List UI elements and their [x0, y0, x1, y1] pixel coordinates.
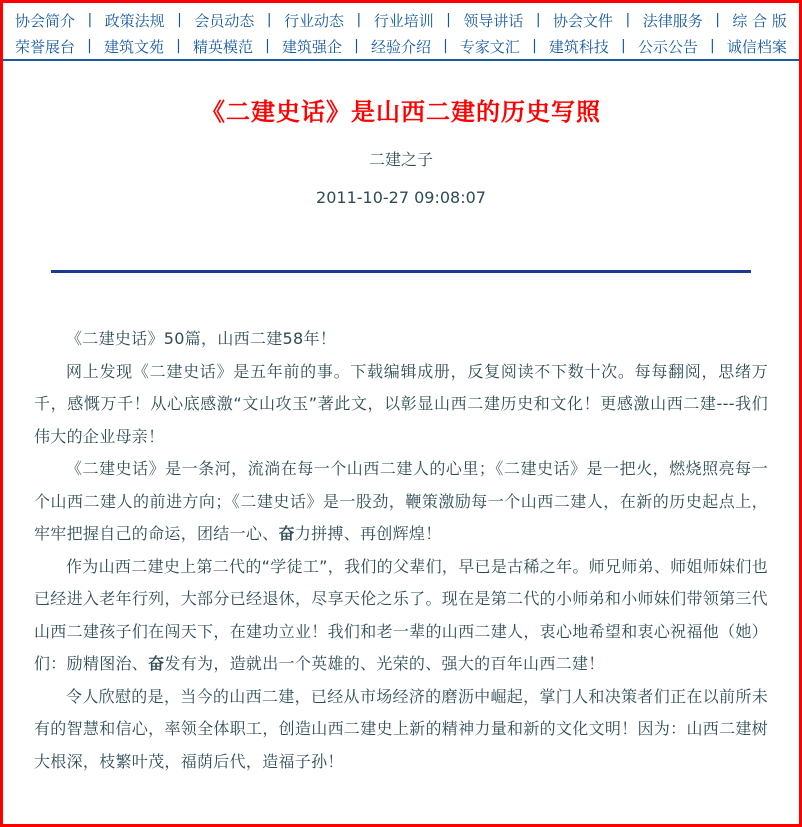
nav-item-r1-8[interactable]: 法律服务 — [642, 11, 703, 30]
nav-item-r2-7[interactable]: 建筑科技 — [548, 37, 609, 56]
nav-item-r2-1[interactable]: 荣誉展台 — [15, 37, 76, 56]
nav-separator: | — [532, 38, 537, 54]
nav-separator: | — [87, 12, 93, 28]
article-body — [3, 323, 799, 778]
divider-rule — [51, 270, 751, 273]
nav-separator: | — [177, 12, 182, 28]
nav-item-r1-1[interactable]: 协会简介 — [15, 11, 76, 30]
nav-item-r2-2[interactable]: 建筑文苑 — [103, 37, 164, 56]
nav-item-r1-6[interactable]: 领导讲话 — [463, 11, 524, 30]
nav-separator: | — [446, 12, 451, 28]
nav-item-r2-8[interactable]: 公示公告 — [637, 37, 698, 56]
nav-separator: | — [710, 38, 715, 54]
nav-separator: | — [621, 38, 626, 54]
nav-row-1 — [15, 7, 787, 33]
nav-item-r2-9[interactable]: 诚信档案 — [726, 37, 787, 56]
nav-separator: | — [715, 12, 720, 28]
nav-separator: | — [625, 12, 631, 28]
nav-item-r2-3[interactable]: 精英模范 — [192, 37, 253, 56]
nav-item-r1-5[interactable]: 行业培训 — [373, 11, 434, 30]
article-paragraph: 网上发现《二建史话》是五年前的事。下载编辑成册，反复阅读不下数十次。每每翻阅，思绪万千，感慨万千！从心底感激“文山攻玉”著此文，以彰显山西二建历史和文化！更感激山西二建---我们伟大的企业母亲！ — [34, 361, 768, 446]
nav-item-r1-2[interactable]: 政策法规 — [104, 11, 165, 30]
page-title: 《二建史话》是山西二建的历史写照 — [201, 98, 601, 126]
nav-item-r2-4[interactable]: 建筑强企 — [281, 37, 342, 56]
nav-separator: | — [176, 38, 181, 54]
article-paragraph: 令人欣慰的是，当今的山西二建，已经从市场经济的磨沥中崛起，掌门人和决策者们正在以前所未有的智慧和信心，率领全体职工，创造山西二建史上新的精神力量和新的文化文明！因为：山西二建树大根深，枝繁叶茂，福荫后代，造福子孙！ — [34, 686, 768, 771]
nav-row-2 — [15, 33, 787, 59]
article-paragraph: 《二建史话》是一条河，流淌在每一个山西二建人的心里；《二建史话》是一把火，燃烧照亮每一个山西二建人的前进方向；《二建史话》是一股劲，鞭策激励每一个山西二建人，在新的历史起点上，牢牢把握自己的命运，团结一心、奋力拼搏、再创辉煌！ — [34, 459, 768, 543]
nav-separator: | — [443, 38, 448, 54]
nav-item-r1-3[interactable]: 会员动态 — [194, 11, 255, 30]
nav-item-r1-7[interactable]: 协会文件 — [553, 11, 614, 30]
nav-item-r1-9[interactable]: 综 合 版 — [732, 11, 787, 30]
article-paragraph: 《二建史话》50篇，山西二建58年！ — [66, 329, 337, 348]
nav-separator: | — [265, 38, 270, 54]
article-paragraph: 作为山西二建史上第二代的“学徒工”，我们的父辈们，早已是古稀之年。师兄师弟、师姐师妹们也已经进入老年行列，大部分已经退休，尽享天伦之乐了。现在是第二代的小师弟和小师妹们带领第三代山西二建孩子们在闯天下，在建功立业！我们和老一辈的山西二建人，衷心地希望和衷心祝福他（她）们：励精图治、奋发有为，造就出一个英雄的、光荣的、强大的百年山西二建！ — [34, 556, 768, 673]
nav-item-r1-4[interactable]: 行业动态 — [284, 11, 345, 30]
article-date: 2011-10-27 09:08:07 — [316, 188, 486, 207]
nav-separator: | — [535, 12, 541, 28]
nav-item-r2-6[interactable]: 专家文汇 — [459, 37, 520, 56]
nav-separator: | — [87, 38, 92, 54]
nav-item-r2-5[interactable]: 经验介绍 — [370, 37, 431, 56]
article-author: 二建之子 — [368, 150, 433, 169]
article-header — [3, 61, 799, 207]
top-navigation — [3, 3, 799, 61]
nav-separator: | — [356, 12, 362, 28]
nav-separator: | — [354, 38, 359, 54]
nav-separator: | — [266, 12, 272, 28]
